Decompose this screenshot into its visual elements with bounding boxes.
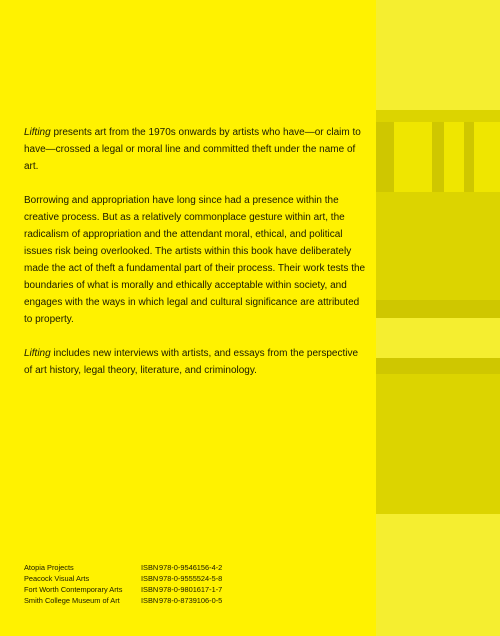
cover-photo-strip	[376, 0, 500, 636]
photo-light-band	[376, 318, 500, 358]
photo-lower-wall	[376, 374, 500, 514]
publisher-row	[24, 584, 364, 595]
photo-post	[432, 122, 444, 192]
photo-window-area	[376, 0, 500, 110]
photo-wall	[376, 192, 500, 302]
isbn-number: 978-0-8739106-0-5	[159, 596, 223, 605]
blurb-paragraph-3	[24, 345, 368, 379]
photo-post	[464, 122, 474, 192]
book-title: Lifting	[24, 127, 51, 138]
publisher-row	[24, 595, 364, 606]
isbn-number: 978-0-9555524-5-8	[159, 574, 223, 583]
isbn-label: ISBN	[141, 585, 159, 594]
publisher-name: Smith College Museum of Art	[24, 596, 120, 605]
photo-post	[376, 122, 394, 192]
blurb-paragraph-1-text: presents art from the 1970s onwards by artists who have—or claim to have—crossed a legal or moral line and committed theft under the name of art.	[24, 127, 361, 172]
isbn-label: ISBN	[141, 563, 159, 572]
publisher-name: Fort Worth Contemporary Arts	[24, 585, 123, 594]
blurb-paragraph-2: Borrowing and appropriation have long since had a presence within the creative process. But as a relatively commonplace gesture within art, the radicalism of appropriation and the attendant moral, ethical, and political issues risk being overlooked. The artists within this book have deliberately made the act of theft a fundamental part of their process. Their work tests the boundaries of what is morally and ethically acceptable within society, and engages with the ways in which legal and cultural significance are attributed to property.	[24, 195, 366, 325]
blurb-paragraph-1	[24, 124, 368, 175]
book-title: Lifting	[24, 348, 51, 359]
isbn-number: 978-0-9801617-1-7	[159, 585, 223, 594]
isbn	[141, 573, 222, 584]
blurb-paragraph-3-text: includes new interviews with artists, and essays from the perspective of art history, legal theory, literature, and criminology.	[24, 348, 359, 376]
publisher-row	[24, 573, 364, 584]
publisher-name: Peacock Visual Arts	[24, 574, 90, 583]
isbn-number: 978-0-9546156-4-2	[159, 563, 223, 572]
blurb-text	[24, 124, 368, 396]
photo-shelf	[376, 358, 500, 374]
photo-ledge	[376, 300, 500, 318]
publisher-row	[24, 562, 364, 573]
publisher-credits	[24, 562, 364, 606]
isbn	[141, 595, 222, 606]
isbn-label: ISBN	[141, 574, 159, 583]
isbn-label: ISBN	[141, 596, 159, 605]
isbn	[141, 562, 222, 573]
publisher-name: Atopia Projects	[24, 563, 74, 572]
isbn	[141, 584, 222, 595]
photo-floor	[376, 514, 500, 636]
photo-lintel	[376, 110, 500, 122]
